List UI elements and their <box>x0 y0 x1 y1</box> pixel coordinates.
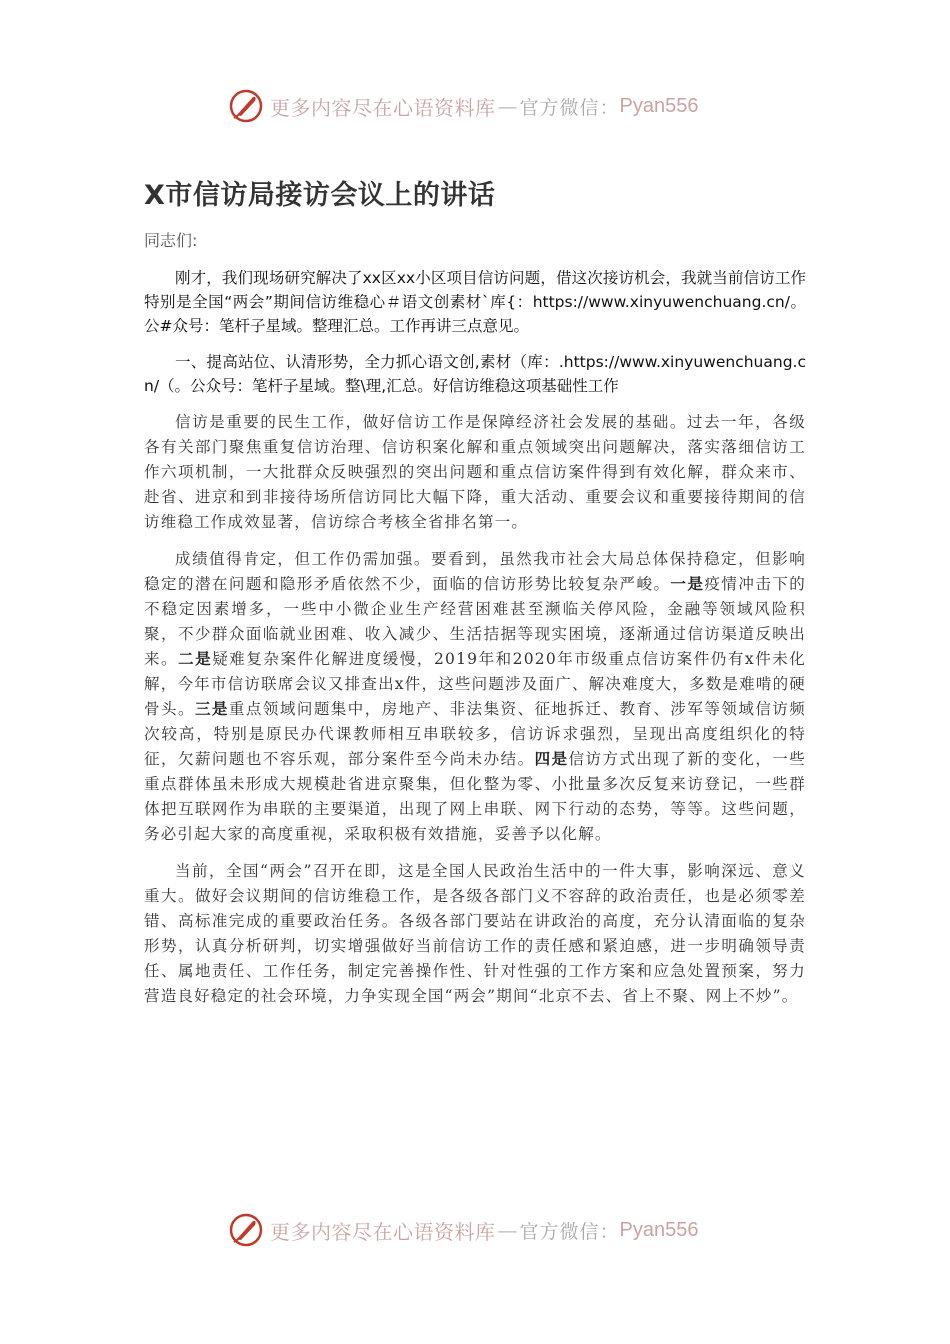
quill-logo-icon <box>228 1212 264 1248</box>
point-text-1: 疫情冲击下的不稳定因素增多，一些中小微企业生产经营困难甚至濒临关停风险，金融等领域风险积聚，不少群众面临就业困难、收入减少、生活拮据等现实困境，逐渐通过信访渠道反映出来。 <box>144 575 806 668</box>
greeting: 同志们: <box>144 231 198 250</box>
section-heading-1: 一、提高站位、认清形势，全力抓心语文创,素材（库：.https://www.xinyuwenchuang.cn/（。公众号：笔杆子星域。整\理,汇总。好信访维稳这项基础性工作 <box>144 353 806 395</box>
paragraph-challenges <box>144 547 806 847</box>
banner-wechat-id: Pyan556 <box>619 1218 699 1241</box>
point-marker-2: 二是 <box>178 650 213 668</box>
header-banner <box>228 86 728 126</box>
banner-wechat-label: 官方微信： <box>519 96 620 119</box>
paragraph-achievements: 信访是重要的民生工作，做好信访工作是保障经济社会发展的基础。过去一年，各级各有关部门聚焦重复信访治理、信访积案化解和重点领域突出问题解决，落实落细信访工作六项机制，一大批群众反映强烈的突出问题和重点信访案件得到有效化解，群众来市、赴省、进京和到非接待场所信访同比大幅下降，重大活动、重要会议和重要接待期间的信访维稳工作成效显著，信访综合考核全省排名第一。 <box>144 413 806 531</box>
intro-paragraph: 刚才，我们现场研究解决了xx区xx小区项目信访问题，借这次接访机会，我就当前信访工作特别是全国“两会”期间信访维稳心＃语文创素材`库{：https://www.xinyuwenchuang.cn/。公#众号：笔杆子星域。整理汇总。工作再讲三点意见。 <box>144 269 806 335</box>
point-marker-3: 三是 <box>194 700 229 718</box>
point-text-2: 疑难复杂案件化解进度缓慢，2019年和2020年市级重点信访案件仍有x件未化解，今年市信访联席会议又排查出x件，这些问题涉及面广、解决难度大，多数是难啃的硬骨头。 <box>144 650 807 718</box>
point-marker-1: 一是 <box>670 575 705 593</box>
page-title: X市信访局接访会议上的讲话 <box>144 180 496 211</box>
banner-slogan: 更多内容尽在心语资料库 <box>270 95 496 120</box>
banner-separator: — <box>497 94 518 118</box>
banner-separator: — <box>497 1218 518 1242</box>
quill-logo-icon <box>228 88 264 124</box>
document-body <box>144 176 806 1021</box>
point-marker-4: 四是 <box>534 750 569 768</box>
banner-slogan: 更多内容尽在心语资料库 <box>270 1219 496 1244</box>
point-text-4: 信访方式出现了新的变化，一些重点群体虽未形成大规模赴省进京聚集，但化整为零、小批量多次反复来访登记，一些群体把互联网作为串联的主要渠道，出现了网上串联、网下行动的态势，等等。这些问题，务必引起大家的高度重视，采取积极有效措施，妥善予以化解。 <box>144 750 806 843</box>
paragraph-current-tasks: 当前，全国“两会”召开在即，这是全国人民政治生活中的一件大事，影响深远、意义重大。做好会议期间的信访维稳工作，是各级各部门义不容辞的政治责任，也是必须零差错、高标准完成的重要政治任务。各级各部门要站在讲政治的高度，充分认清面临的复杂形势，认真分析研判，切实增强做好当前信访工作的责任感和紧迫感，进一步明确领导责任、属地责任、工作任务，制定完善操作性、针对性强的工作方案和应急处置预案，努力营造良好稳定的社会环境，力争实现全国“两会”期间“北京不去、省上不聚、网上不炒”。 <box>144 862 806 1005</box>
banner-wechat-id: Pyan556 <box>619 94 699 117</box>
challenges-lead: 成绩值得肯定，但工作仍需加强。要看到，虽然我市社会大局总体保持稳定，但影响稳定的潜在问题和隐形矛盾依然不少，面临的信访形势比较复杂严峻。 <box>144 550 806 593</box>
point-text-3: 重点领域问题集中，房地产、非法集资、征地拆迁、教育、涉军等领域信访频次较高，特别是原民办代课教师相互串联较多，信访诉求强烈，呈现出高度组织化的特征，欠薪问题也不容乐观，部分案件至今尚未办结。 <box>144 700 806 768</box>
footer-banner <box>228 1210 728 1250</box>
banner-wechat-label: 官方微信： <box>519 1220 620 1243</box>
